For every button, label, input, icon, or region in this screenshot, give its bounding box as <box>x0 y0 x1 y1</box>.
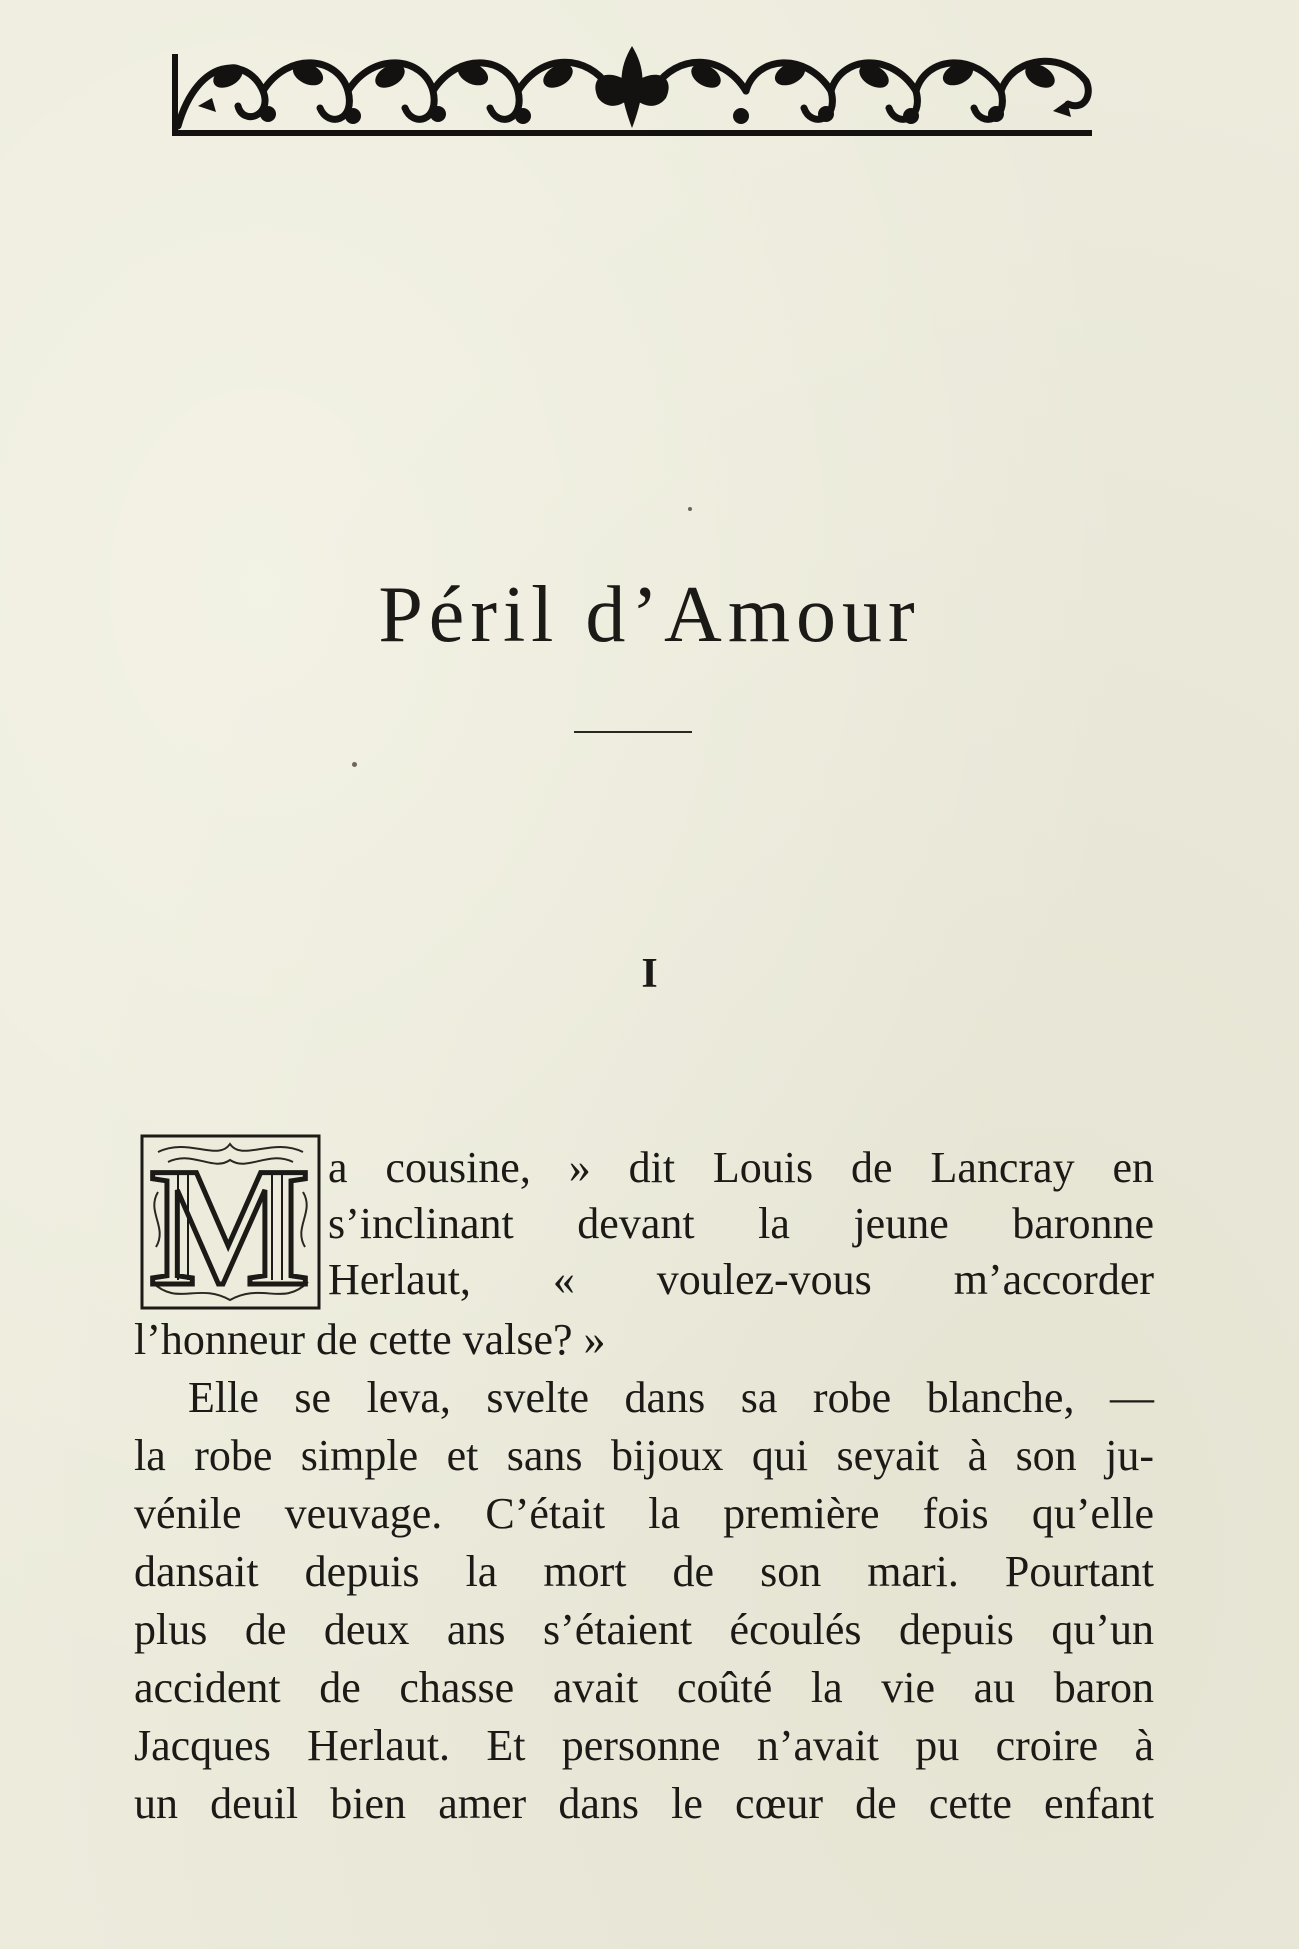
body-line-8: dansait depuis la mort de son mari. Pourtant <box>134 1547 1154 1596</box>
floral-scroll-ornament-icon <box>168 36 1096 154</box>
dropcap-letter: M <box>149 1133 311 1312</box>
page-title: Péril d’Amour <box>378 571 921 659</box>
paper-speck <box>352 762 357 767</box>
body-line-9: plus de deux ans s’étaient écoulés depuis qu’un <box>134 1605 1154 1654</box>
body-line-4: l’honneur de cette valse? » <box>134 1315 606 1364</box>
body-line-3: Herlaut, « voulez-vous m’accorder <box>328 1255 1154 1304</box>
body-line-10: accident de chasse avait coûté la vie au baron <box>134 1663 1154 1712</box>
body-line-1: a cousine, » dit Louis de Lancray en <box>328 1143 1154 1192</box>
paper-speck <box>688 507 692 511</box>
body-line-7: vénile veuvage. C’était la première fois qu’elle <box>134 1489 1154 1538</box>
body-line-6: la robe simple et sans bijoux qui seyait à son ju- <box>134 1431 1154 1480</box>
body-line-5: Elle se leva, svelte dans sa robe blanche, — <box>188 1373 1154 1422</box>
body-line-12: un deuil bien amer dans le cœur de cette enfant <box>134 1779 1154 1828</box>
chapter-number: I <box>641 951 658 997</box>
body-line-2: s’inclinant devant la jeune baronne <box>328 1199 1154 1248</box>
body-line-11: Jacques Herlaut. Et personne n’avait pu croire à <box>134 1721 1154 1770</box>
ornate-letter-m-icon <box>138 1132 323 1312</box>
title-divider <box>574 731 692 733</box>
